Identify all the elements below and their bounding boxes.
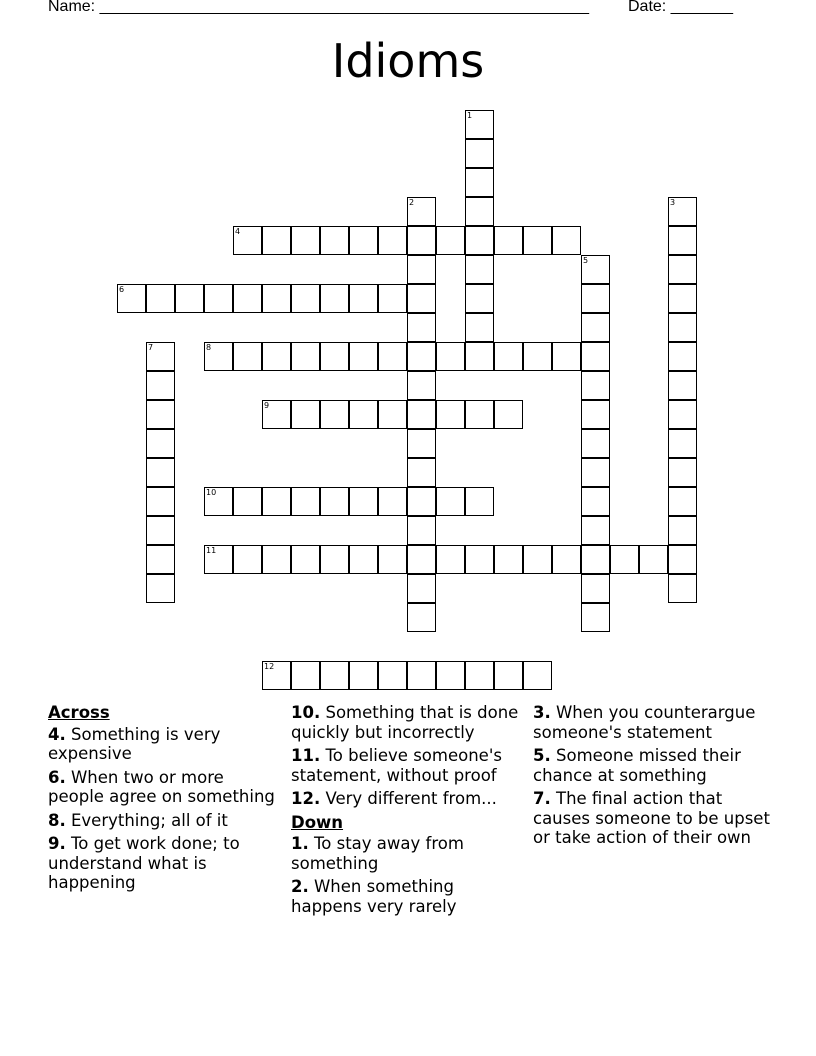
clues-column-1 bbox=[48, 703, 278, 897]
grid-cell[interactable] bbox=[407, 400, 436, 429]
clue-number: 1 bbox=[467, 111, 473, 120]
grid-cell[interactable] bbox=[436, 400, 465, 429]
clue-num: 5. bbox=[533, 746, 551, 765]
grid-cell[interactable] bbox=[407, 545, 436, 574]
grid-cell[interactable] bbox=[668, 226, 697, 255]
grid-cell[interactable] bbox=[581, 255, 610, 284]
grid-cell[interactable] bbox=[668, 487, 697, 516]
clue-num: 10. bbox=[291, 703, 321, 722]
grid-cell[interactable] bbox=[233, 545, 262, 574]
grid-cell[interactable] bbox=[407, 458, 436, 487]
clue bbox=[533, 789, 773, 848]
clue bbox=[291, 877, 526, 916]
grid-cell[interactable] bbox=[320, 545, 349, 574]
grid-cell[interactable] bbox=[581, 516, 610, 545]
grid-cell[interactable] bbox=[407, 574, 436, 603]
grid-cell[interactable] bbox=[378, 342, 407, 371]
grid-cell[interactable] bbox=[146, 400, 175, 429]
grid-cell[interactable] bbox=[436, 661, 465, 690]
across-clue-list bbox=[48, 725, 278, 893]
clues-column-2 bbox=[291, 703, 526, 920]
grid-cell[interactable] bbox=[436, 545, 465, 574]
date-field[interactable]: Date: _______ bbox=[628, 0, 733, 15]
clue-number: 7 bbox=[148, 343, 154, 352]
grid-cell[interactable] bbox=[262, 545, 291, 574]
grid-cell[interactable] bbox=[668, 284, 697, 313]
grid-cell[interactable] bbox=[320, 226, 349, 255]
clue-num: 6. bbox=[48, 767, 66, 787]
down-clue-list bbox=[291, 834, 526, 916]
clue-text: When something happens very rarely bbox=[291, 877, 457, 916]
grid-cell[interactable] bbox=[581, 603, 610, 632]
clue-text: To get work done; to understand what is happening bbox=[48, 834, 240, 892]
clue-number: 11 bbox=[206, 546, 217, 555]
grid-cell[interactable] bbox=[407, 661, 436, 690]
clue-text: Very different from... bbox=[320, 789, 497, 808]
clue-number: 9 bbox=[264, 401, 270, 410]
grid-cell[interactable] bbox=[291, 342, 320, 371]
grid-cell[interactable] bbox=[204, 545, 233, 574]
clue-number: 10 bbox=[206, 488, 217, 497]
grid-cell[interactable] bbox=[291, 661, 320, 690]
across-heading: Across bbox=[48, 703, 110, 722]
grid-cell[interactable] bbox=[581, 284, 610, 313]
grid-cell[interactable] bbox=[349, 545, 378, 574]
clue-text: When you counterargue someone's statement bbox=[533, 703, 756, 742]
page-title: Idioms bbox=[331, 34, 485, 88]
clue-number: 5 bbox=[583, 256, 589, 265]
clue bbox=[533, 703, 773, 742]
grid-cell[interactable] bbox=[494, 342, 523, 371]
grid-cell[interactable] bbox=[117, 284, 146, 313]
clue-text: To believe someone's statement, without proof bbox=[291, 746, 502, 785]
grid-cell[interactable] bbox=[378, 284, 407, 313]
grid-cell[interactable] bbox=[349, 284, 378, 313]
clue-num: 7. bbox=[533, 789, 551, 808]
grid-cell[interactable] bbox=[581, 313, 610, 342]
grid-cell[interactable] bbox=[146, 371, 175, 400]
clue-text: Something that is done quickly but incorrectly bbox=[291, 703, 519, 742]
grid-cell[interactable] bbox=[668, 429, 697, 458]
grid-cell[interactable] bbox=[349, 661, 378, 690]
grid-cell[interactable] bbox=[436, 487, 465, 516]
grid-cell[interactable] bbox=[233, 226, 262, 255]
grid-cell[interactable] bbox=[262, 661, 291, 690]
grid-cell[interactable] bbox=[320, 661, 349, 690]
across-clue-list-continued bbox=[291, 703, 526, 809]
grid-cell[interactable] bbox=[146, 284, 175, 313]
grid-cell[interactable] bbox=[407, 487, 436, 516]
grid-cell[interactable] bbox=[494, 226, 523, 255]
grid-cell[interactable] bbox=[552, 342, 581, 371]
grid-cell[interactable] bbox=[436, 226, 465, 255]
grid-cell[interactable] bbox=[291, 400, 320, 429]
grid-cell[interactable] bbox=[465, 487, 494, 516]
clue-text: Someone missed their chance at something bbox=[533, 746, 741, 785]
grid-cell[interactable] bbox=[262, 226, 291, 255]
grid-cell[interactable] bbox=[523, 545, 552, 574]
grid-cell[interactable] bbox=[465, 168, 494, 197]
clue bbox=[291, 789, 526, 809]
grid-cell[interactable] bbox=[407, 226, 436, 255]
clue-text: Everything; all of it bbox=[65, 810, 228, 830]
grid-cell[interactable] bbox=[465, 313, 494, 342]
grid-cell[interactable] bbox=[349, 226, 378, 255]
clue bbox=[291, 746, 526, 785]
grid-cell[interactable] bbox=[668, 574, 697, 603]
clue-text: When two or more people agree on something bbox=[48, 767, 275, 806]
grid-cell[interactable] bbox=[407, 342, 436, 371]
grid-cell[interactable] bbox=[436, 342, 465, 371]
grid-cell[interactable] bbox=[291, 487, 320, 516]
grid-cell[interactable] bbox=[552, 545, 581, 574]
grid-cell[interactable] bbox=[320, 342, 349, 371]
grid-cell[interactable] bbox=[494, 400, 523, 429]
clue-number: 12 bbox=[264, 662, 275, 671]
grid-cell[interactable] bbox=[262, 284, 291, 313]
grid-cell[interactable] bbox=[146, 458, 175, 487]
grid-cell[interactable] bbox=[581, 487, 610, 516]
grid-cell[interactable] bbox=[668, 197, 697, 226]
grid-cell[interactable] bbox=[407, 516, 436, 545]
grid-cell[interactable] bbox=[581, 371, 610, 400]
grid-cell[interactable] bbox=[465, 197, 494, 226]
grid-cell[interactable] bbox=[262, 400, 291, 429]
grid-cell[interactable] bbox=[552, 226, 581, 255]
clue bbox=[48, 834, 278, 893]
grid-cell[interactable] bbox=[204, 342, 233, 371]
grid-cell[interactable] bbox=[523, 661, 552, 690]
grid-cell[interactable] bbox=[407, 429, 436, 458]
grid-cell[interactable] bbox=[581, 342, 610, 371]
clue bbox=[291, 703, 526, 742]
down-heading: Down bbox=[291, 812, 344, 832]
clue-number: 3 bbox=[670, 198, 676, 207]
clue-num: 12. bbox=[291, 789, 321, 808]
grid-cell[interactable] bbox=[349, 400, 378, 429]
grid-cell[interactable] bbox=[668, 516, 697, 545]
grid-cell[interactable] bbox=[349, 342, 378, 371]
grid-cell[interactable] bbox=[407, 255, 436, 284]
grid-cell[interactable] bbox=[668, 400, 697, 429]
clue-number: 2 bbox=[409, 198, 415, 207]
grid-cell[interactable] bbox=[465, 255, 494, 284]
grid-cell[interactable] bbox=[581, 400, 610, 429]
grid-cell[interactable] bbox=[320, 487, 349, 516]
grid-cell[interactable] bbox=[668, 342, 697, 371]
clue bbox=[291, 834, 526, 873]
grid-cell[interactable] bbox=[668, 313, 697, 342]
grid-cell[interactable] bbox=[668, 371, 697, 400]
clue-num: 1. bbox=[291, 834, 309, 853]
down-clue-list-continued bbox=[533, 703, 773, 848]
grid-cell[interactable] bbox=[465, 661, 494, 690]
clue-num: 3. bbox=[533, 703, 551, 722]
grid-cell[interactable] bbox=[204, 284, 233, 313]
clue-number: 6 bbox=[119, 285, 125, 294]
grid-cell[interactable] bbox=[349, 487, 378, 516]
grid-cell[interactable] bbox=[581, 458, 610, 487]
grid-cell[interactable] bbox=[378, 545, 407, 574]
grid-cell[interactable] bbox=[581, 574, 610, 603]
grid-cell[interactable] bbox=[378, 661, 407, 690]
grid-cell[interactable] bbox=[378, 400, 407, 429]
clue-text: To stay away from something bbox=[291, 834, 464, 873]
grid-cell[interactable] bbox=[465, 226, 494, 255]
grid-cell[interactable] bbox=[233, 284, 262, 313]
grid-cell[interactable] bbox=[146, 429, 175, 458]
clue-num: 8. bbox=[48, 810, 66, 830]
grid-cell[interactable] bbox=[175, 284, 204, 313]
grid-cell[interactable] bbox=[465, 400, 494, 429]
grid-cell[interactable] bbox=[204, 487, 233, 516]
grid-cell[interactable] bbox=[523, 342, 552, 371]
clue-num: 4. bbox=[48, 724, 66, 744]
grid-cell[interactable] bbox=[494, 545, 523, 574]
grid-cell[interactable] bbox=[407, 603, 436, 632]
grid-cell[interactable] bbox=[465, 139, 494, 168]
clues-column-3 bbox=[533, 703, 773, 852]
grid-cell[interactable] bbox=[291, 284, 320, 313]
clue-text: Something is very expensive bbox=[48, 724, 221, 763]
grid-cell[interactable] bbox=[407, 197, 436, 226]
grid-cell[interactable] bbox=[407, 371, 436, 400]
clue bbox=[48, 768, 278, 807]
grid-cell[interactable] bbox=[146, 574, 175, 603]
clue bbox=[533, 746, 773, 785]
grid-cell[interactable] bbox=[610, 545, 639, 574]
grid-cell[interactable] bbox=[146, 487, 175, 516]
grid-cell[interactable] bbox=[494, 661, 523, 690]
clue-number: 8 bbox=[206, 343, 212, 352]
grid-cell[interactable] bbox=[465, 545, 494, 574]
grid-cell[interactable] bbox=[407, 313, 436, 342]
grid-cell[interactable] bbox=[262, 487, 291, 516]
grid-cell[interactable] bbox=[291, 545, 320, 574]
grid-cell[interactable] bbox=[320, 400, 349, 429]
grid-cell[interactable] bbox=[668, 255, 697, 284]
grid-cell[interactable] bbox=[262, 342, 291, 371]
grid-cell[interactable] bbox=[233, 342, 262, 371]
grid-cell[interactable] bbox=[407, 284, 436, 313]
grid-cell[interactable] bbox=[146, 516, 175, 545]
grid-cell[interactable] bbox=[233, 487, 262, 516]
grid-cell[interactable] bbox=[465, 342, 494, 371]
clue bbox=[48, 811, 278, 831]
clue-text: The final action that causes someone to be upset or take action of their own bbox=[533, 789, 770, 847]
grid-cell[interactable] bbox=[146, 545, 175, 574]
grid-cell[interactable] bbox=[523, 226, 552, 255]
grid-cell[interactable] bbox=[378, 226, 407, 255]
grid-cell[interactable] bbox=[639, 545, 668, 574]
grid-cell[interactable] bbox=[465, 110, 494, 139]
clue bbox=[48, 725, 278, 764]
grid-cell[interactable] bbox=[668, 458, 697, 487]
grid-cell[interactable] bbox=[465, 284, 494, 313]
grid-cell[interactable] bbox=[291, 226, 320, 255]
clue-num: 9. bbox=[48, 834, 66, 853]
grid-cell[interactable] bbox=[146, 342, 175, 371]
clue-num: 11. bbox=[291, 746, 321, 765]
clue-num: 2. bbox=[291, 877, 309, 896]
grid-cell[interactable] bbox=[668, 545, 697, 574]
grid-cell[interactable] bbox=[378, 487, 407, 516]
grid-cell[interactable] bbox=[581, 429, 610, 458]
clue-number: 4 bbox=[235, 227, 241, 236]
name-field[interactable]: Name: _______________________________________________________ bbox=[48, 0, 589, 15]
grid-cell[interactable] bbox=[320, 284, 349, 313]
grid-cell[interactable] bbox=[581, 545, 610, 574]
